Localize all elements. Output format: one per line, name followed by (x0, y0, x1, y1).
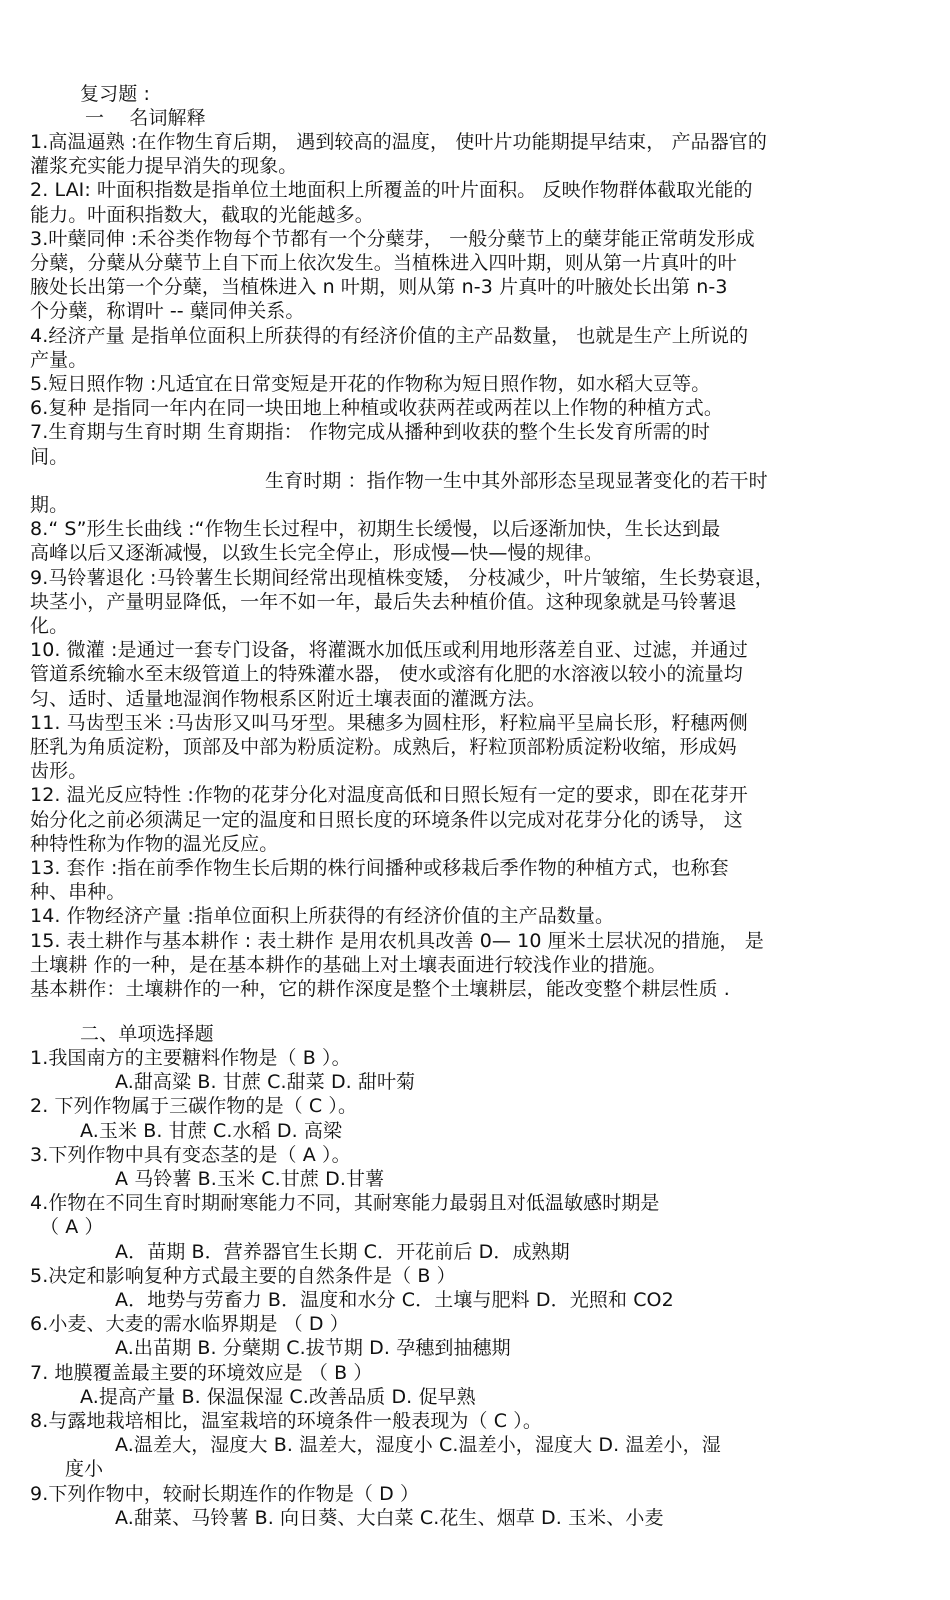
choice-line: 5.决定和影响复种方式最主要的自然条件是（ B ） (30, 1264, 456, 1287)
term-line: 管道系统输水至末级管道上的特殊灌水器， 使水或溶有化肥的水溶液以较小的流量均 (30, 663, 743, 686)
term-line: 2. LAI: 叶面积指数是指单位土地面积上所覆盖的叶片面积。 反映作物群体截取光能的 (30, 179, 753, 202)
choice-line: 2. 下列作物属于三碳作物的是（ C ）。 (30, 1095, 358, 1118)
choice-line: 4.作物在不同生育时期耐寒能力不同，其耐寒能力最弱且对低温敏感时期是 (30, 1192, 660, 1215)
term-line: 13. 套作 :指在前季作物生长后期的株行间播种或移栽后季作物的种植方式，也称套 (30, 857, 729, 879)
choice-line: A.甜高粱 B. 甘蔗 C.甜菜 D. 甜叶菊 (115, 1071, 416, 1094)
term-line: 能力。叶面积指数大，截取的光能越多。 (30, 203, 374, 226)
term-line: 8.“ S”形生长曲线 :“作物生长过程中，初期生长缓慢，以后逐渐加快，生长达到最 (30, 518, 721, 541)
choice-line: 6.小麦、大麦的需水临界期是 （ D ） (30, 1313, 349, 1336)
section-heading: 二、单项选择题 (80, 1023, 214, 1045)
choice-line: 1.我国南方的主要糖料作物是（ B ）。 (30, 1047, 351, 1069)
term-line: 14. 作物经济产量 :指单位面积上所获得的有经济价值的主产品数量。 (30, 905, 615, 928)
choice-line: 7. 地膜覆盖最主要的环境效应是 （ B ） (30, 1361, 373, 1384)
term-line: 间。 (30, 445, 69, 468)
term-line: 始分化之前必须满足一定的温度和日照长度的环境条件以完成对花芽分化的诱导， 这 (30, 808, 743, 831)
term-line: 5.短日照作物 :凡适宜在日常变短是开花的作物称为短日照作物，如水稻大豆等。 (30, 373, 711, 395)
choice-line: A.玉米 B. 甘蔗 C.水稻 D. 高梁 (80, 1119, 343, 1142)
term-line: 齿形。 (30, 760, 88, 783)
term-line: 灌浆充实能力提早消失的现象。 (30, 155, 298, 178)
choice-line: A．苗期 B．营养器官生长期 C．开花前后 D．成熟期 (115, 1240, 570, 1263)
choice-line: 3.下列作物中具有变态茎的是（ A ）。 (30, 1143, 351, 1166)
term-line: 分蘖，分蘖从分蘖节上自下而上依次发生。当植株进入四叶期，则从第一片真叶的叶 (30, 252, 737, 274)
term-line: 个分蘖，称谓叶 -- 蘖同伸关系。 (30, 300, 305, 323)
term-line: 1.高温逼熟 :在作物生育后期， 遇到较高的温度， 使叶片功能期提早结束， 产品器官的 (30, 131, 767, 153)
term-line: 15. 表土耕作与基本耕作 : 表土耕作 是用农机具改善 0— 10 厘米土层状况的措施， 是 (30, 929, 764, 952)
choice-line: A.提高产量 B. 保温保湿 C.改善品质 D. 促早熟 (80, 1385, 476, 1408)
term-line: 4.经济产量 是指单位面积上所获得的有经济价值的主产品数量， 也就是生产上所说的 (30, 324, 749, 347)
term-line: 匀、适时、适量地湿润作物根系区附近土壤表面的灌溉方法。 (30, 687, 546, 710)
term-line: 产量。 (30, 348, 88, 371)
choice-line: 8.与露地栽培相比，温室栽培的环境条件一般表现为（ C ）。 (30, 1410, 542, 1432)
term-line: 6.复种 是指同一年内在同一块田地上种植或收获两茬或两茬以上作物的种植方式。 (30, 397, 723, 420)
term-line: 生育时期 ：指作物一生中其外部形态呈现显著变化的若干时 (265, 469, 768, 492)
term-line: 期。 (30, 494, 69, 516)
choice-line: 9.下列作物中，较耐长期连作的作物是（ D ） (30, 1482, 420, 1505)
term-line: 12. 温光反应特性 :作物的花芽分化对温度高低和日照长短有一定的要求，即在花芽开 (30, 784, 748, 807)
choice-line: A．地势与劳畜力 B．温度和水分 C．土壤与肥料 D．光照和 CO2 (115, 1289, 674, 1311)
term-line: 腋处长出第一个分蘖，当植株进入 n 叶期，则从第 n-3 片真叶的叶腋处长出第 n-3 (30, 276, 728, 299)
term-line: 9.马铃薯退化 :马铃薯生长期间经常出现植株变矮， 分枝减少，叶片皱缩，生长势衰退， (30, 566, 774, 589)
section-heading: 一 名词解释 (85, 107, 206, 129)
term-line: 基本耕作：土壤耕作的一种，它的耕作深度是整个土壤耕层，能改变整个耕层性质 . (30, 978, 730, 1000)
term-line: 10. 微灌 :是通过一套专门设备，将灌溉水加低压或利用地形落差自亚、过滤，并通过 (30, 639, 748, 662)
choice-line: （ A ） (40, 1216, 104, 1239)
choice-line: 度小 (65, 1458, 104, 1481)
term-line: 土壤耕 作的一种，是在基本耕作的基础上对土壤表面进行较浅作业的措施。 (30, 953, 667, 976)
term-line: 种特性称为作物的温光反应。 (30, 832, 279, 855)
term-line: 7.生育期与生育时期 生育期指： 作物完成从播种到收获的整个生长发育所需的时 (30, 421, 711, 444)
choice-line: A.出苗期 B. 分蘖期 C.拔节期 D. 孕穗到抽穗期 (115, 1337, 511, 1360)
choice-line: A.甜菜、马铃薯 B. 向日葵、大白菜 C.花生、烟草 D. 玉米、小麦 (115, 1506, 664, 1529)
document-title: 复习题 : (80, 83, 150, 105)
term-line: 胚乳为角质淀粉，顶部及中部为粉质淀粉。成熟后，籽粒顶部粉质淀粉收缩，形成妈 (30, 736, 737, 758)
term-line: 3.叶蘖同伸 :禾谷类作物每个节都有一个分蘖芽， 一般分蘖节上的蘖芽能正常萌发形成 (30, 227, 755, 250)
term-line: 高峰以后又逐渐减慢，以致生长完全停止，形成慢—快—慢的规律。 (30, 542, 604, 565)
term-line: 块茎小，产量明显降低，一年不如一年，最后失去种植价值。这种现象就是马铃薯退 (30, 590, 737, 613)
term-line: 11. 马齿型玉米 :马齿形又叫马牙型。果穗多为圆柱形，籽粒扁平呈扁长形，籽穗两侧 (30, 711, 748, 734)
term-line: 种、串种。 (30, 881, 126, 904)
choice-line: A 马铃薯 B.玉米 C.甘蔗 D.甘薯 (115, 1168, 385, 1190)
choice-line: A.温差大，湿度大 B. 温差大，湿度小 C.温差小，湿度大 D. 温差小，湿 (115, 1434, 721, 1457)
term-line: 化。 (30, 615, 69, 637)
